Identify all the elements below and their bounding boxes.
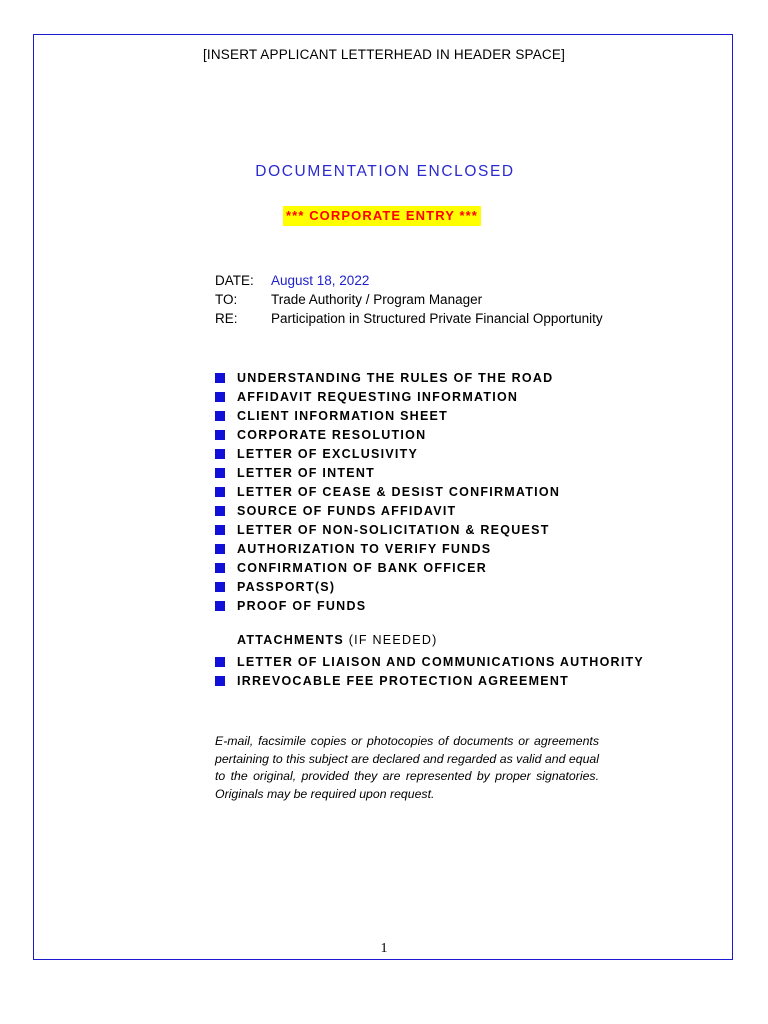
list-item-label: LETTER OF NON-SOLICITATION & REQUEST [237,522,550,537]
date-label: DATE: [215,273,254,288]
list-item-label: LETTER OF CEASE & DESIST CONFIRMATION [237,484,561,499]
document-title: DOCUMENTATION ENCLOSED [255,163,515,180]
memo-re-row [215,309,603,328]
list-item [215,520,560,539]
memo-to-row [215,290,603,309]
square-bullet-icon [215,582,225,592]
square-bullet-icon [215,544,225,554]
square-bullet-icon [215,468,225,478]
memo-block [215,271,603,328]
list-item-label: UNDERSTANDING THE RULES OF THE ROAD [237,370,554,385]
square-bullet-icon [215,449,225,459]
to-value: Trade Authority / Program Manager [271,292,483,307]
page-number: 1 [380,941,388,956]
list-item [215,444,560,463]
list-item-label: PROOF OF FUNDS [237,598,367,613]
list-item-label: LETTER OF EXCLUSIVITY [237,446,419,461]
list-item-label: CONFIRMATION OF BANK OFFICER [237,560,488,575]
re-value: Participation in Structured Private Financial Opportunity [271,311,603,326]
list-item [215,406,560,425]
square-bullet-icon [215,411,225,421]
attachments-list [215,652,644,690]
square-bullet-icon [215,676,225,686]
list-item [215,652,644,671]
list-item [215,671,644,690]
list-item [215,425,560,444]
list-item [215,558,560,577]
list-item-label: LETTER OF INTENT [237,465,376,480]
list-item [215,577,560,596]
square-bullet-icon [215,506,225,516]
corporate-entry-banner: *** CORPORATE ENTRY *** [283,206,481,226]
list-item-label: AFFIDAVIT REQUESTING INFORMATION [237,389,519,404]
enclosed-documents-list [215,368,560,615]
memo-date-row [215,271,603,290]
list-item-label: CORPORATE RESOLUTION [237,427,427,442]
to-label: TO: [215,292,238,307]
list-item [215,482,560,501]
list-item-label: IRREVOCABLE FEE PROTECTION AGREEMENT [237,673,570,688]
attachments-heading [237,633,438,647]
list-item [215,596,560,615]
list-item [215,539,560,558]
list-item-label: CLIENT INFORMATION SHEET [237,408,449,423]
square-bullet-icon [215,525,225,535]
attachments-heading-note: (IF NEEDED) [348,633,438,647]
list-item-label: LETTER OF LIAISON AND COMMUNICATIONS AUTHORITY [237,654,645,669]
re-label: RE: [215,311,238,326]
list-item-label: SOURCE OF FUNDS AFFIDAVIT [237,503,457,518]
square-bullet-icon [215,601,225,611]
list-item [215,463,560,482]
square-bullet-icon [215,657,225,667]
square-bullet-icon [215,373,225,383]
validity-notice: E-mail, facsimile copies or photocopies of documents or agreements pertaining to this subject are declared and regarded as valid and equal to the original, provided they are represented by proper signatories. Originals may be required upon request. [215,734,599,801]
list-item-label: AUTHORIZATION TO VERIFY FUNDS [237,541,492,556]
letterhead-placeholder: [INSERT APPLICANT LETTERHEAD IN HEADER SPACE] [202,47,566,62]
square-bullet-icon [215,392,225,402]
list-item [215,368,560,387]
attachments-heading-label: ATTACHMENTS [237,633,345,647]
list-item [215,501,560,520]
list-item-label: PASSPORT(S) [237,579,336,594]
square-bullet-icon [215,430,225,440]
square-bullet-icon [215,487,225,497]
date-value: August 18, 2022 [271,273,370,288]
list-item [215,387,560,406]
square-bullet-icon [215,563,225,573]
